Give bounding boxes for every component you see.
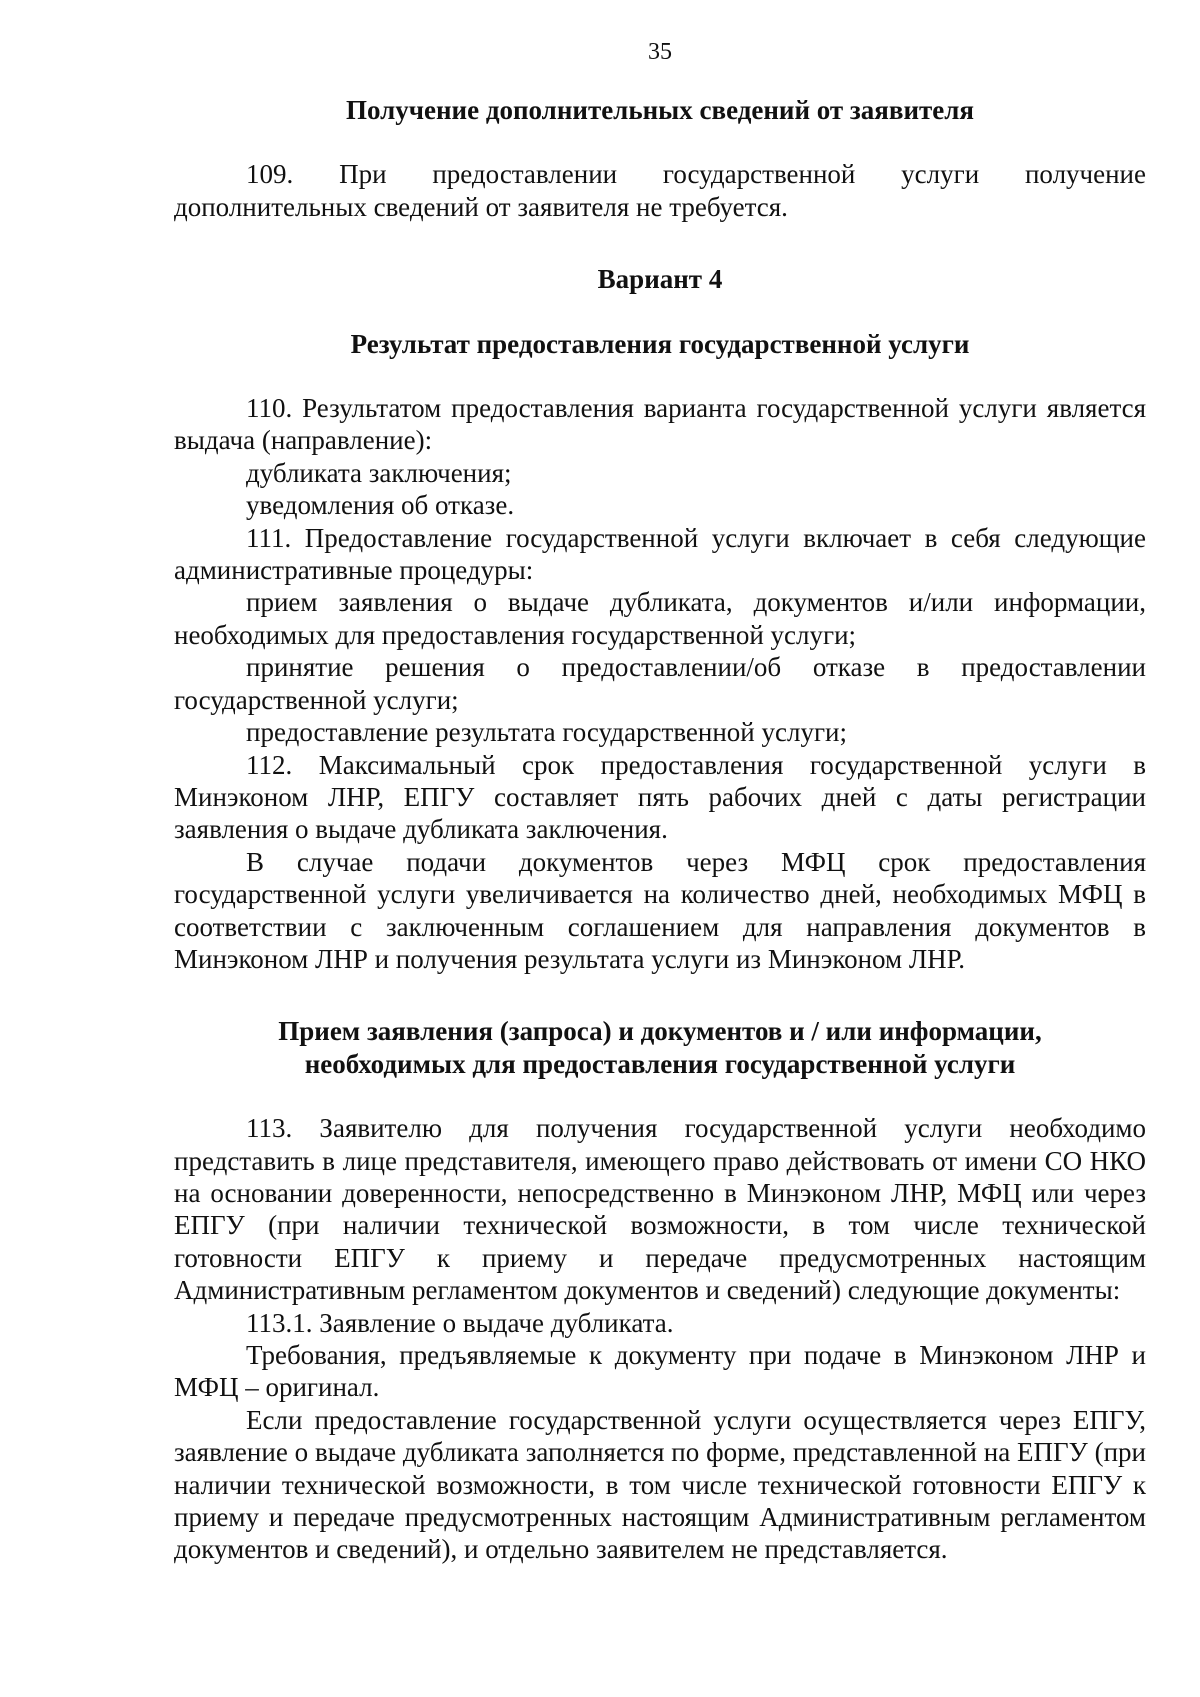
list-item-refusal: уведомления об отказе. [246,490,515,521]
section-heading-reception [174,1015,1146,1080]
paragraph-113: 113. Заявителю для получения государственной услуги необходимо представить в лице представителя, имеющего право действовать от имени СО НКО на основании доверенности, непосредственно в Минэконом ЛНР, МФЦ или через ЕПГУ (при наличии технической возможности, в том числе технической готовности ЕПГУ к приему и передаче предусмотренных настоящим Административным регламентом документов и сведений) следующие документы: [174,1113,1146,1306]
list-item-duplicate: дубликата заключения; [246,457,512,488]
paragraph-109: 109. При предоставлении государственной услуги получение дополнительных сведений от заявителя не требуется. [174,159,1146,222]
section-heading-result: Результат предоставления государственной услуги [350,328,970,359]
paragraph-112-mfc: В случае подачи документов через МФЦ срок предоставления государственной услуги увеличивается на количество дней, необходимых МФЦ в соответствии с заключенным соглашением для направления документов в Минэконом ЛНР и получения результата услуги из Минэконом ЛНР. [174,846,1146,974]
paragraph-112: 112. Максимальный срок предоставления государственной услуги в Минэконом ЛНР, ЕПГУ составляет пять рабочих дней с даты регистрации заявления о выдаче дубликата заключения. [174,749,1146,845]
page-number: 35 [648,39,672,65]
section-heading-reception-line2: необходимых для предоставления государственной услуги [304,1048,1016,1079]
paragraph-113-1: 113.1. Заявление о выдаче дубликата. [246,1307,674,1338]
variant-heading: Вариант 4 [597,264,723,295]
procedure-item-decision: принятие решения о предоставлении/об отказе в предоставлении государственной услуги; [174,652,1146,715]
paragraph-110: 110. Результатом предоставления варианта государственной услуги является выдача (направление): [174,393,1146,456]
paragraph-113-requirements: Требования, предъявляемые к документу при подаче в Минэконом ЛНР и МФЦ – оригинал. [174,1340,1146,1403]
procedure-item-result: предоставление результата государственной услуги; [246,717,847,748]
paragraph-111: 111. Предоставление государственной услуги включает в себя следующие административные процедуры: [174,522,1146,586]
procedure-item-reception: прием заявления о выдаче дубликата, документов и/или информации, необходимых для предоставления государственной услуги; [174,587,1146,650]
section-heading-additional-info: Получение дополнительных сведений от заявителя [345,95,975,125]
section-heading-reception-line1: Прием заявления (запроса) и документов и / или информации, [278,1016,1042,1047]
document-page [174,38,1146,1566]
paragraph-113-epgu: Если предоставление государственной услуги осуществляется через ЕПГУ, заявление о выдаче дубликата заполняется по форме, представленной на ЕПГУ (при наличии технической возможности, в том числе технической готовности ЕПГУ к приему и передаче предусмотренных настоящим Административным регламентом документов и сведений), и отдельно заявителем не представляется. [174,1404,1146,1565]
